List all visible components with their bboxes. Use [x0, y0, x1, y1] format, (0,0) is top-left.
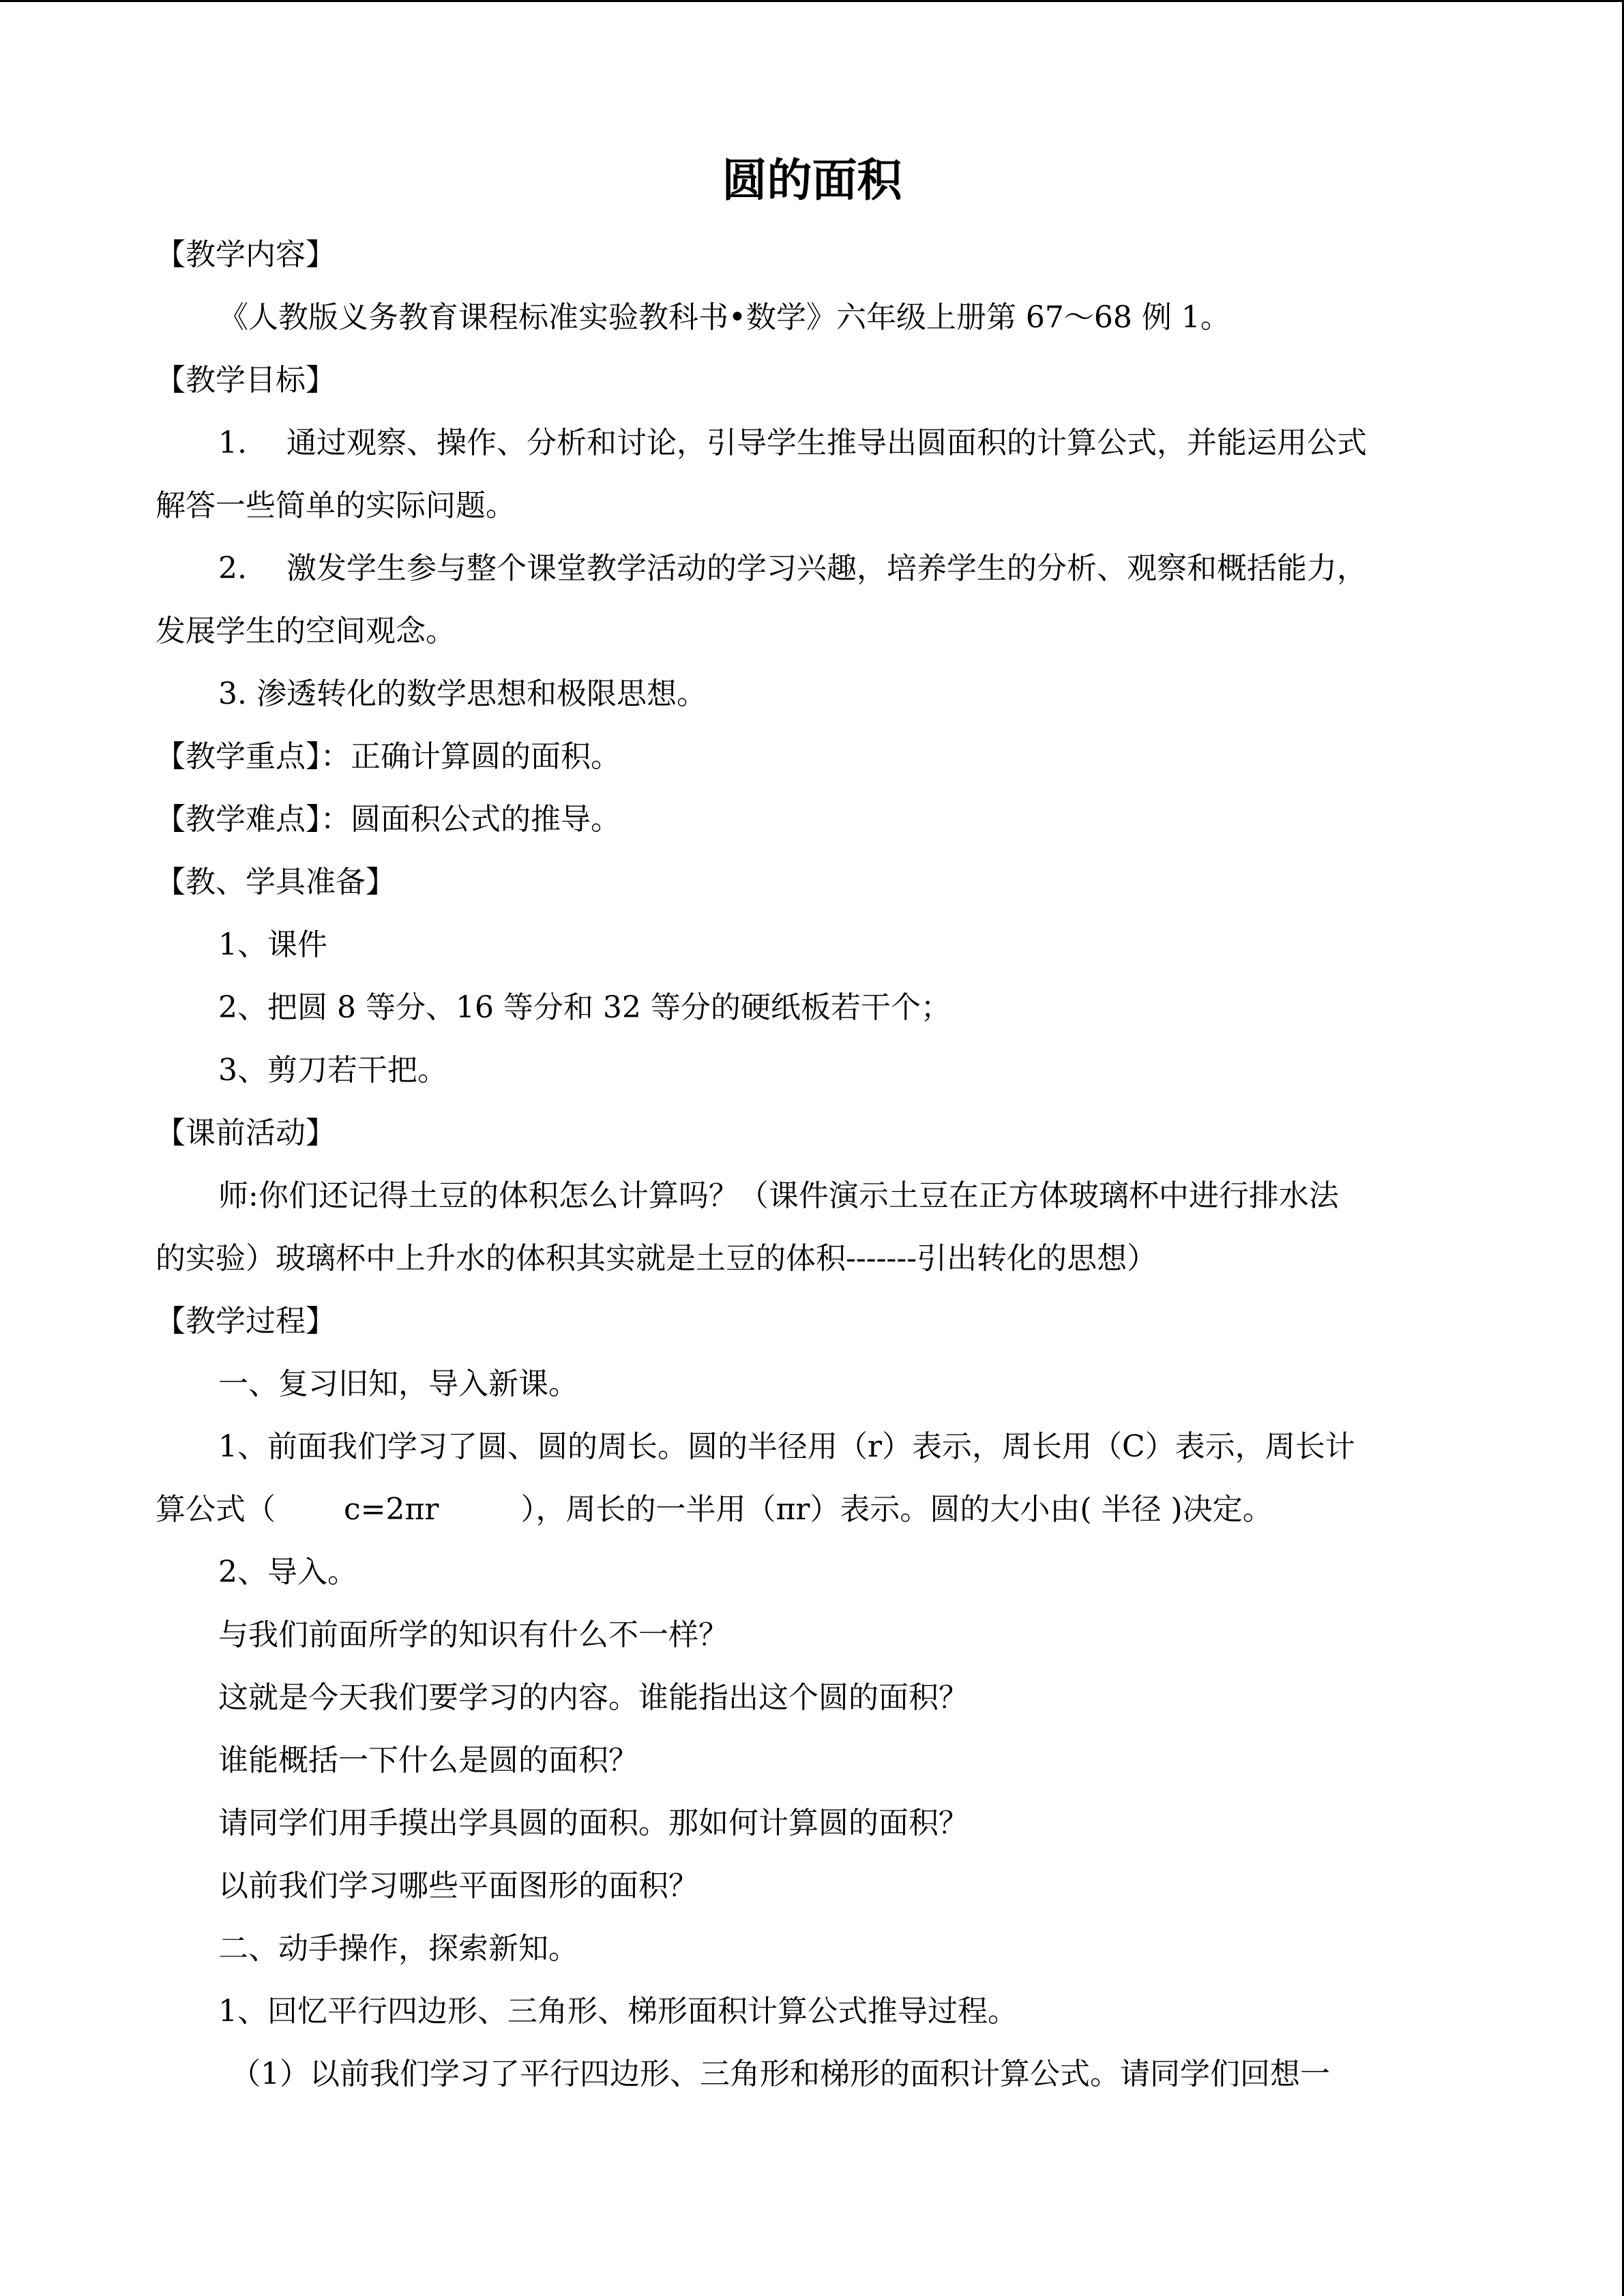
document-title: 圆的面积: [722, 154, 902, 207]
section-1-title: 一、复习旧知，导入新课。: [218, 1367, 578, 1401]
section-2-item-1: 1、回忆平行四边形、三角形、梯形面积计算公式推导过程。: [218, 1994, 1018, 2029]
pre-activity-line-2: 的实验）玻璃杯中上升水的体积其实就是土豆的体积-------引出转化的思想）: [156, 1241, 1157, 1276]
material-item-2: 2、把圆 8 等分、16 等分和 32 等分的硬纸板若干个；: [218, 990, 951, 1025]
heading-teaching-content: 【教学内容】: [156, 237, 336, 272]
page-top-border: [0, 0, 1624, 2]
goal-1-line-2: 解答一些简单的实际问题。: [156, 488, 516, 523]
goal-2-line-2: 发展学生的空间观念。: [156, 614, 456, 648]
formula-suffix: ），周长的一半用（πr）表示。圆的大小由( 半径 )决定。: [520, 1492, 1273, 1527]
section-1-item-2: 2、导入。: [218, 1555, 357, 1590]
difficulty-point: 【教学难点】：圆面积公式的推导。: [156, 802, 621, 837]
question-5: 以前我们学习哪些平面图形的面积？: [218, 1868, 698, 1903]
material-item-3: 3、剪刀若干把。: [218, 1053, 447, 1088]
goal-3: 3. 渗透转化的数学思想和极限思想。: [218, 676, 707, 711]
heading-materials: 【教、学具准备】: [156, 865, 396, 899]
question-1: 与我们前面所学的知识有什么不一样？: [218, 1617, 728, 1652]
paragraph-teaching-content: 《人教版义务教育课程标准实验教科书•数学》六年级上册第 67～68 例 1。: [218, 300, 1230, 335]
goal-2-line-1: 2. 激发学生参与整个课堂教学活动的学习兴趣，培养学生的分析、观察和概括能力，: [218, 551, 1367, 586]
section-1-item-1-line-1: 1、前面我们学习了圆、圆的周长。圆的半径用（r）表示，周长用（C）表示，周长计: [218, 1429, 1355, 1464]
section-2-title: 二、动手操作，探索新知。: [218, 1931, 578, 1966]
goal-1-line-1: 1. 通过观察、操作、分析和讨论，引导学生推导出圆面积的计算公式，并能运用公式: [218, 426, 1367, 460]
heading-pre-class-activity: 【课前活动】: [156, 1116, 336, 1150]
question-4: 请同学们用手摸出学具圆的面积。那如何计算圆的面积？: [218, 1806, 969, 1840]
heading-teaching-goals: 【教学目标】: [156, 363, 336, 398]
circumference-formula: c=2πr: [344, 1492, 439, 1527]
heading-teaching-process: 【教学过程】: [156, 1304, 336, 1339]
section-2-item-1-sub-1: （1）以前我们学习了平行四边形、三角形和梯形的面积计算公式。请同学们回想一: [231, 2057, 1330, 2091]
question-3: 谁能概括一下什么是圆的面积？: [218, 1743, 638, 1778]
pre-activity-line-1: 师:你们还记得土豆的体积怎么计算吗？（课件演示土豆在正方体玻璃杯中进行排水法: [218, 1178, 1339, 1213]
formula-prefix: 算公式（: [156, 1492, 276, 1527]
key-point: 【教学重点】：正确计算圆的面积。: [156, 739, 621, 774]
section-1-item-1-line-2: [156, 1492, 1273, 1528]
material-item-1: 1、课件: [218, 927, 327, 962]
question-2: 这就是今天我们要学习的内容。谁能指出这个圆的面积？: [218, 1680, 969, 1715]
